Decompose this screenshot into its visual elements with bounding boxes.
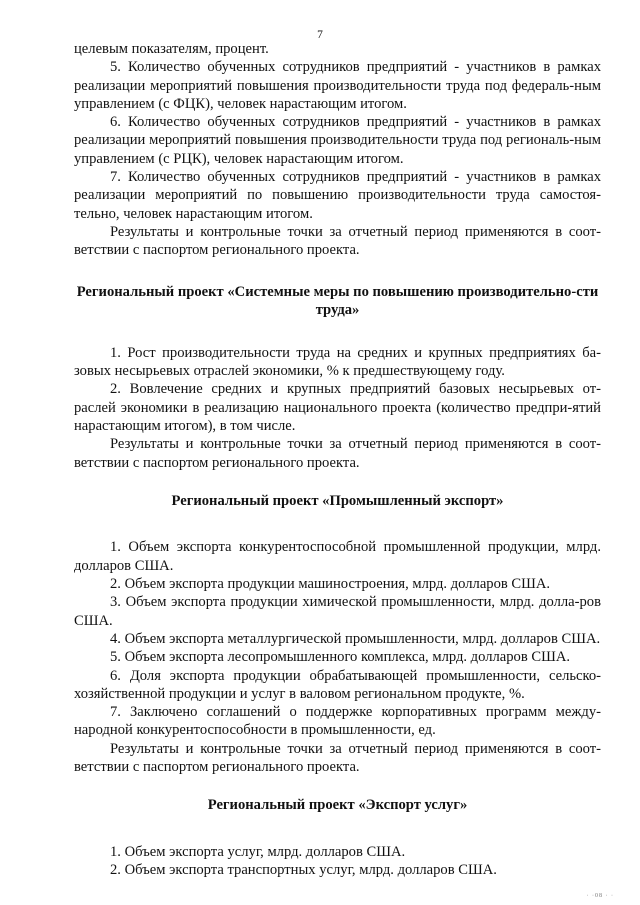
list-item: 6. Количество обученных сотрудников предприятий - участников в рамках реализации мероприятий повышения производительности труда под региональ-ным управлением (с РЦК), человек нарастающим итогом.: [74, 114, 601, 167]
section-heading-productivity: Региональный проект «Системные меры по повышению производительно-сти труда»: [76, 283, 599, 319]
section-heading-services-export: Региональный проект «Экспорт услуг»: [207, 797, 468, 814]
list-item: 1. Объем экспорта конкурентоспособной промышленной продукции, млрд. долларов США.: [74, 539, 601, 574]
section-heading-industrial-export: Региональный проект «Промышленный экспорт»: [171, 492, 504, 509]
list-item: 1. Объем экспорта услуг, млрд. долларов США.: [110, 843, 406, 860]
list-item: 6. Доля экспорта продукции обрабатывающей промышленности, сельско-хозяйственной продукции и услуг в валовом региональном продукте, %.: [74, 667, 601, 702]
list-item: 1. Рост производительности труда на средних и крупных предприятиях ба-зовых несырьевых отраслей экономики, % к предшествующему году.: [74, 344, 601, 380]
paragraph-continuation: целевым показателям, процент.: [74, 41, 269, 57]
closing-paragraph: Результаты и контрольные точки за отчетный период применяются в соот-ветствии с паспортом регионального проекта.: [74, 436, 601, 471]
list-item: 5. Объем экспорта лесопромышленного комплекса, млрд. долларов США.: [110, 649, 571, 666]
closing-paragraph: Результаты и контрольные точки за отчетный период применяются в соот-ветствии с паспортом регионального проекта.: [74, 223, 601, 259]
page-number: 7: [317, 29, 323, 41]
list-item: 2. Объем экспорта продукции машиностроения, млрд. долларов США.: [110, 576, 551, 593]
list-item: 5. Количество обученных сотрудников предприятий - участников в рамках реализации мероприятий повышения производительности труда под федераль-ным управлением (с ФЦК), человек нарастающим итогом.: [74, 59, 601, 112]
list-item: 2. Вовлечение средних и крупных предприятий базовых несырьевых от-раслей экономики в реализацию национального проекта (количество предпри-ятий нарастающим итогом), в том числе.: [74, 381, 601, 434]
list-item: 7. Заключено соглашений о поддержке корпоративных программ между-народной конкурентоспособности в промышленности, ед.: [74, 704, 601, 739]
list-item: 3. Объем экспорта продукции химической промышленности, млрд. долла-ров США.: [74, 594, 601, 629]
closing-paragraph: Результаты и контрольные точки за отчетный период применяются в соот-ветствии с паспортом регионального проекта.: [74, 740, 601, 775]
list-item: 7. Количество обученных сотрудников предприятий - участников в рамках реализации мероприятий по повышению производительности труда самостоя-тельно, человек нарастающим итогом.: [74, 169, 601, 222]
list-item: 4. Объем экспорта металлургической промышленности, млрд. долларов США.: [110, 630, 601, 647]
list-item: 2. Объем экспорта транспортных услуг, млрд. долларов США.: [110, 862, 497, 879]
document-body: [74, 40, 601, 879]
footer-mark: · ·08 · ·: [586, 893, 614, 899]
